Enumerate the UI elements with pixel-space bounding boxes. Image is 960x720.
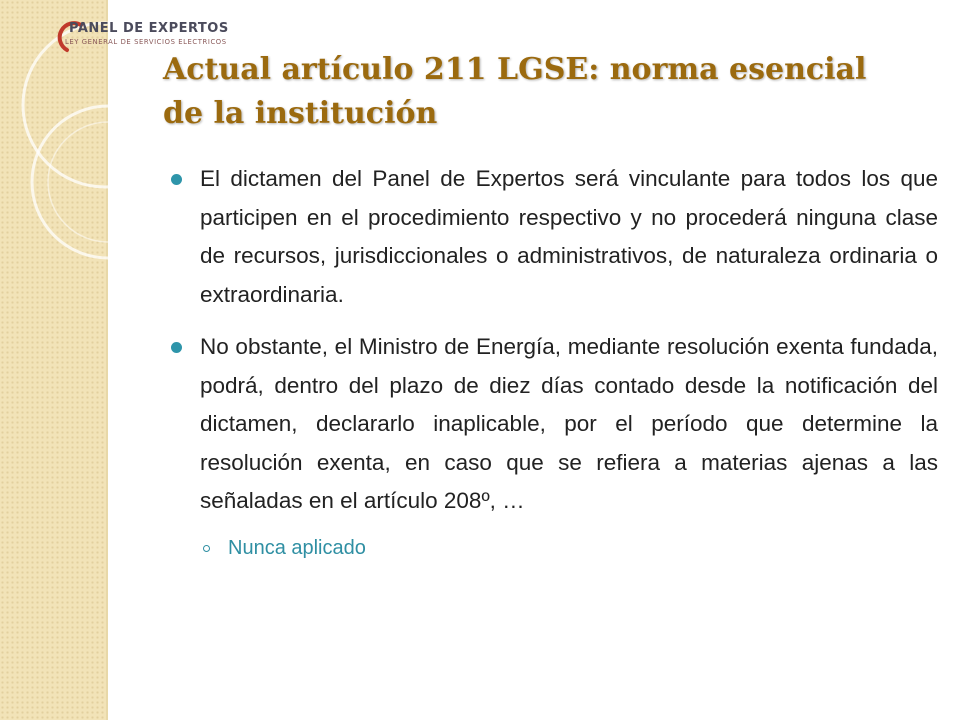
bullet-dot-icon (171, 342, 182, 353)
bullet-list (162, 160, 938, 563)
bullet-item (162, 160, 938, 314)
sub-bullet-ring-icon (203, 545, 210, 552)
bullet-item (162, 328, 938, 521)
bullet-text: No obstante, el Ministro de Energía, mediante resolución exenta fundada, podrá, dentro del plazo de diez días contado desde la notificación del dictamen, declararlo inaplicable, por el período que determine la resolución exenta, en caso que se refiera a materias ajenas a las señaladas en el artículo 208º, … (200, 334, 938, 513)
slide-title: Actual artículo 211 LGSE: norma esencial de la institución (163, 52, 867, 131)
logo-subtitle: LEY GENERAL DE SERVICIOS ELECTRICOS (65, 38, 227, 46)
logo-title: PANEL DE EXPERTOS (69, 21, 229, 36)
sub-bullet-item (162, 533, 938, 563)
sub-bullet-text: Nunca aplicado (228, 536, 366, 559)
bullet-text: El dictamen del Panel de Expertos será vinculante para todos los que participen en el procedimiento respectivo y no procederá ninguna clase de recursos, jurisdiccionales o administrativos, de naturaleza ordinaria o extraordinaria. (200, 166, 938, 307)
bullet-dot-icon (171, 174, 182, 185)
